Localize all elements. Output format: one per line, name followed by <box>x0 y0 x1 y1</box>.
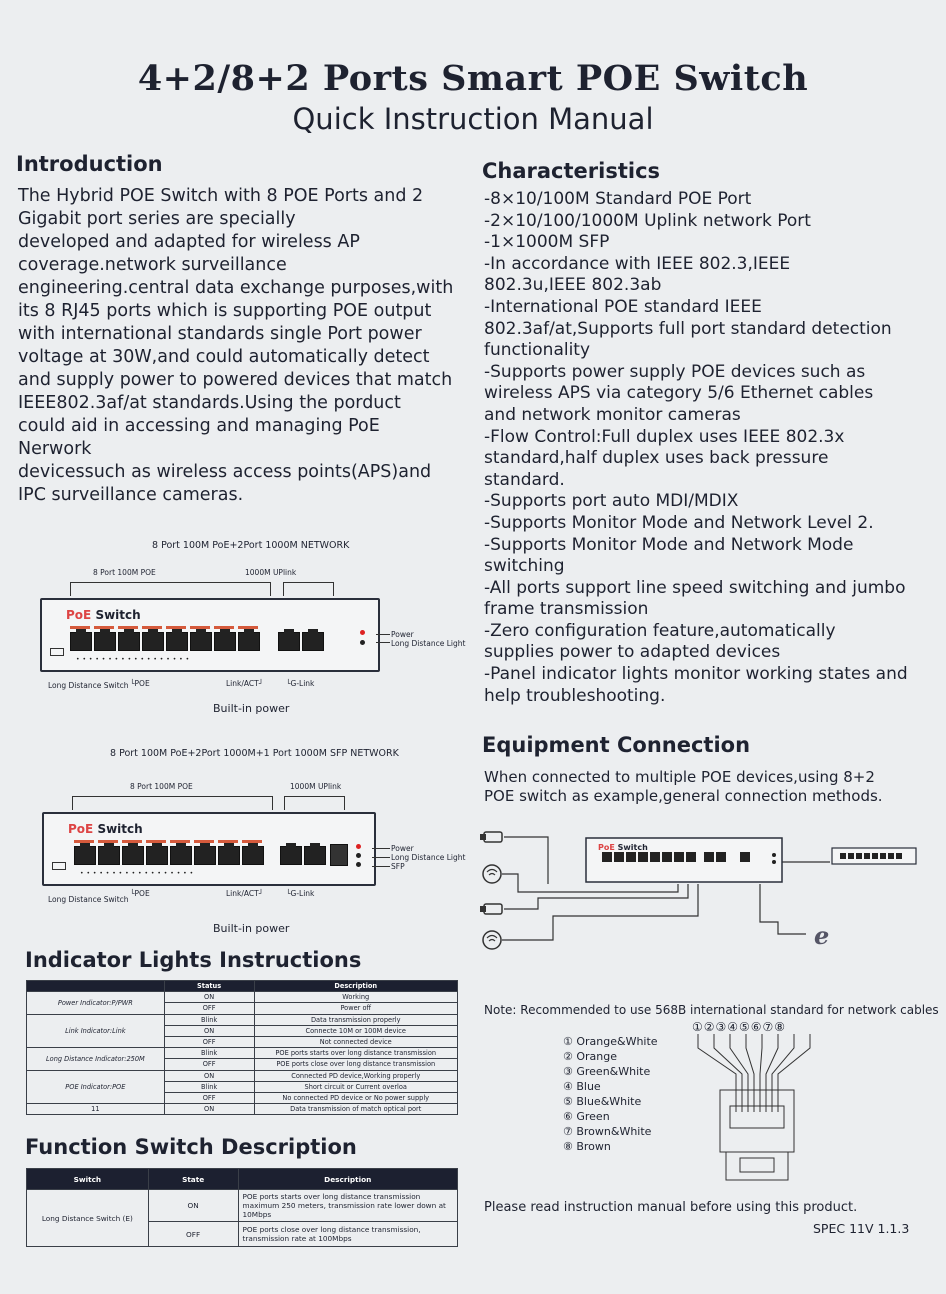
description-cell: No connected PD device or No power supply <box>254 1092 458 1103</box>
wire-color-item: ⑦ Brown&White <box>563 1125 652 1138</box>
table-header-cell: State <box>148 1169 238 1190</box>
rj45-connector-icon <box>690 1034 830 1184</box>
power-led <box>360 630 365 635</box>
description-cell: Short circuit or Current overloa <box>254 1081 458 1092</box>
long-distance-led <box>356 853 361 858</box>
rj45-port <box>118 632 140 651</box>
internet-icon: e <box>814 921 830 950</box>
intro-line: coverage.network surveillance <box>18 255 287 275</box>
wireless-ap-icon <box>483 865 501 883</box>
characteristic-item: -International POE standard IEEE <box>484 296 762 317</box>
status-cell: OFF <box>164 1059 254 1070</box>
characteristic-item: wireless APS via category 5/6 Ethernet cables <box>484 383 874 404</box>
long-distance-switch-toggle <box>50 648 64 656</box>
rj45-port <box>238 632 260 651</box>
table-header-row <box>27 981 458 992</box>
spec-label: SPEC 11V 1.1.3 <box>813 1221 910 1236</box>
characteristic-item: functionality <box>484 340 591 361</box>
status-cell: Blink <box>164 1048 254 1059</box>
rj45-port <box>214 632 236 651</box>
wire-color-item: ⑤ Blue&White <box>563 1095 642 1108</box>
indicator-name-cell: Power Indicator:P/PWR <box>27 992 165 1014</box>
link-act-label: Link/ACT┘ <box>226 889 264 898</box>
description-cell: POE ports close over long distance transmission, transmission rate at 100Mbps <box>238 1222 457 1247</box>
characteristic-item: standard,half duplex uses back pressure <box>484 448 829 469</box>
characteristic-item: -Supports power supply POE devices such as <box>484 361 866 382</box>
diagram1-uplink-label: 1000M UPlink <box>245 568 297 577</box>
rj45-port <box>70 632 92 651</box>
characteristic-item: switching <box>484 556 565 577</box>
camera-icon <box>480 904 502 914</box>
wire-color-item: ⑧ Brown <box>563 1140 611 1153</box>
description-cell: Data transmission of match optical port <box>254 1104 458 1115</box>
equipment-line: When connected to multiple POE devices,using 8+2 <box>484 768 875 786</box>
rj45-port <box>94 632 116 651</box>
read-manual-note: Please read instruction manual before using this product. <box>484 1200 858 1215</box>
bracket-line <box>70 582 71 596</box>
diagram2-caption: 8 Port 100M PoE+2Port 1000M+1 Port 1000M SFP NETWORK <box>110 748 399 759</box>
intro-line: could aid in accessing and managing PoE <box>18 416 380 436</box>
intro-line: Gigabit port series are specially <box>18 209 296 229</box>
function-switch-table <box>26 1168 458 1247</box>
power-label: Power <box>391 844 414 853</box>
bracket-line <box>333 582 334 596</box>
wire-color-item: ③ Green&White <box>563 1065 651 1078</box>
description-cell: POE ports starts over long distance transmission maximum 250 meters, transmission rate lower down at 10Mbps <box>238 1190 457 1222</box>
description-cell: Connecte 10M or 100M device <box>254 1025 458 1036</box>
switch-front-panel: PoE Switch • • • • • • • • • • • • • • • • • • <box>40 598 380 672</box>
diagram2-uplink-label: 1000M UPlink <box>290 782 342 791</box>
cable-standard-note: Note: Recommended to use 568B international standard for network cables <box>484 1003 939 1017</box>
state-cell: ON <box>148 1190 238 1222</box>
rj45-port <box>146 846 168 865</box>
rj45-port <box>218 846 240 865</box>
characteristic-item: standard. <box>484 469 565 490</box>
poe-label: └POE <box>130 679 150 688</box>
bracket-line <box>270 582 271 596</box>
characteristic-item: 802.3u,IEEE 802.3ab <box>484 275 662 296</box>
state-cell: OFF <box>148 1222 238 1247</box>
characteristic-item: -Flow Control:Full duplex uses IEEE 802.3x <box>484 426 845 447</box>
table-row <box>27 1070 458 1081</box>
description-cell: Power off <box>254 1003 458 1014</box>
diagram1-caption: 8 Port 100M PoE+2Port 1000M NETWORK <box>152 540 350 551</box>
wireless-ap-icon <box>483 931 501 949</box>
table-header-cell: Description <box>238 1169 457 1190</box>
intro-line: its 8 RJ45 ports which is supporting POE output <box>18 301 432 321</box>
status-cell: ON <box>164 992 254 1003</box>
wire-color-item: ① Orange&White <box>563 1035 658 1048</box>
rj45-port <box>166 632 188 651</box>
intro-line: IEEE802.3af/at standards.Using the porduct <box>18 393 401 413</box>
intro-line: The Hybrid POE Switch with 8 POE Ports and 2 <box>18 186 424 206</box>
introduction-heading: Introduction <box>16 152 163 176</box>
long-distance-light-label: Long Distance Light <box>391 853 466 862</box>
indicator-heading: Indicator Lights Instructions <box>25 948 362 972</box>
bracket-line <box>283 582 284 596</box>
connection-switch-brand: PoE Switch <box>598 843 648 852</box>
status-cell: OFF <box>164 1036 254 1047</box>
description-cell: POE ports starts over long distance transmission <box>254 1048 458 1059</box>
intro-line: Nerwork <box>18 439 92 459</box>
rj45-port <box>242 846 264 865</box>
characteristic-item: -Supports port auto MDI/MDIX <box>484 491 739 512</box>
status-cell: ON <box>164 1025 254 1036</box>
intro-line: developed and adapted for wireless AP <box>18 232 360 252</box>
table-header-cell <box>27 981 165 992</box>
wire-color-item: ⑥ Green <box>563 1110 610 1123</box>
connection-diagram <box>478 822 928 962</box>
indicator-name-cell: Link Indicator:Link <box>27 1014 165 1048</box>
switch-brand: PoE Switch <box>66 608 141 622</box>
indicator-table <box>26 980 458 1115</box>
description-cell: Data transmission properly <box>254 1014 458 1025</box>
characteristic-item: -Supports Monitor Mode and Network Level 2. <box>484 512 874 533</box>
sfp-port <box>330 844 348 866</box>
camera-icon <box>480 832 502 842</box>
characteristic-item: and network monitor cameras <box>484 404 741 425</box>
equipment-description <box>484 768 883 806</box>
long-distance-led <box>360 640 365 645</box>
intro-line: devicessuch as wireless access points(APS)and <box>18 462 432 482</box>
diagram1-poe-label: 8 Port 100M POE <box>93 568 156 577</box>
g-link-label: └G-Link <box>286 679 315 688</box>
table-row <box>27 992 458 1003</box>
uplink-port <box>278 632 300 651</box>
characteristic-item: -In accordance with IEEE 802.3,IEEE <box>484 253 791 274</box>
g-link-label: └G-Link <box>286 889 315 898</box>
equipment-line: POE switch as example,general connection methods. <box>484 787 883 805</box>
table-header-cell: Status <box>164 981 254 992</box>
built-in-power-label: Built-in power <box>213 702 290 715</box>
characteristics-heading: Characteristics <box>482 159 661 183</box>
rj45-port <box>98 846 120 865</box>
long-distance-switch-label: Long Distance Switch <box>48 681 129 690</box>
uplink-port <box>280 846 302 865</box>
characteristic-item: -1×1000M SFP <box>484 232 610 253</box>
characteristic-item: -Panel indicator lights monitor working states and <box>484 664 908 685</box>
intro-line: and supply power to powered devices that match <box>18 370 453 390</box>
characteristic-item: -2×10/100/1000M Uplink network Port <box>484 210 811 231</box>
rj45-port <box>122 846 144 865</box>
status-cell: Blink <box>164 1081 254 1092</box>
long-distance-switch-label: Long Distance Switch <box>48 895 129 904</box>
status-cell: OFF <box>164 1092 254 1103</box>
uplink-port <box>304 846 326 865</box>
rj45-port <box>194 846 216 865</box>
uplink-switch-icon <box>832 848 916 864</box>
sfp-label: SFP <box>391 862 405 871</box>
table-header-cell: Switch <box>27 1169 149 1190</box>
page-subtitle: Quick Instruction Manual <box>292 102 654 136</box>
characteristic-item: help troubleshooting. <box>484 685 666 706</box>
bracket-line <box>283 582 333 583</box>
power-label: Power <box>391 630 414 639</box>
characteristic-item: 802.3af/at,Supports full port standard detection <box>484 318 892 339</box>
link-act-label: Link/ACT┘ <box>226 679 264 688</box>
wire-color-item: ② Orange <box>563 1050 618 1063</box>
table-row <box>27 1104 458 1115</box>
pin-numbers: ①②③④⑤⑥⑦⑧ <box>692 1020 787 1034</box>
page-title: 4+2/8+2 Ports Smart POE Switch <box>137 58 809 99</box>
table-row <box>27 1190 458 1222</box>
switch-brand: PoE Switch <box>68 822 143 836</box>
uplink-port <box>302 632 324 651</box>
equipment-heading: Equipment Connection <box>482 733 751 757</box>
switch-name-cell: Long Distance Switch (E) <box>27 1190 149 1247</box>
switch-front-panel-sfp: PoE Switch • • • • • • • • • • • • • • • • • • <box>42 812 376 886</box>
intro-line: with international standards single Port power <box>18 324 422 344</box>
table-header-cell: Description <box>254 981 458 992</box>
rj45-port <box>170 846 192 865</box>
diagram2-poe-label: 8 Port 100M POE <box>130 782 193 791</box>
status-cell: ON <box>164 1070 254 1081</box>
characteristic-item: -8×10/100M Standard POE Port <box>484 189 752 209</box>
table-header-row <box>27 1169 458 1190</box>
table-row <box>27 1048 458 1059</box>
description-cell: POE ports close over long distance transmission <box>254 1059 458 1070</box>
intro-line: engineering.central data exchange purposes,with <box>18 278 454 298</box>
status-cell: Blink <box>164 1014 254 1025</box>
function-switch-heading: Function Switch Description <box>25 1135 357 1159</box>
status-cell: OFF <box>164 1003 254 1014</box>
characteristics-list <box>484 189 908 707</box>
characteristic-item: frame transmission <box>484 599 649 620</box>
description-cell: Connected PD device,Working properly <box>254 1070 458 1081</box>
long-distance-switch-toggle <box>52 862 66 870</box>
characteristic-item: -All ports support line speed switching and jumbo <box>484 577 906 598</box>
rj45-port <box>74 846 96 865</box>
intro-line: IPC surveillance cameras. <box>18 485 244 505</box>
poe-label: └POE <box>130 889 150 898</box>
characteristic-item: -Zero configuration feature,automatically <box>484 620 836 641</box>
indicator-name-cell: 11 <box>27 1104 165 1115</box>
sfp-led <box>356 862 361 867</box>
description-cell: Working <box>254 992 458 1003</box>
wire-color-item: ④ Blue <box>563 1080 601 1093</box>
intro-line: voltage at 30W,and could automatically detect <box>18 347 430 367</box>
built-in-power-label: Built-in power <box>213 922 290 935</box>
characteristic-item: -Supports Monitor Mode and Network Mode <box>484 534 854 555</box>
indicator-name-cell: POE Indicator:POE <box>27 1070 165 1104</box>
indicator-name-cell: Long Distance Indicator:250M <box>27 1048 165 1070</box>
bracket-line <box>70 582 270 583</box>
rj45-port <box>142 632 164 651</box>
status-cell: ON <box>164 1104 254 1115</box>
long-distance-light-label: Long Distance Light <box>391 639 466 648</box>
description-cell: Not connected device <box>254 1036 458 1047</box>
characteristic-item: supplies power to adapted devices <box>484 642 781 663</box>
introduction-text <box>18 185 453 507</box>
table-row <box>27 1014 458 1025</box>
wire-color-list <box>563 1034 658 1154</box>
power-led <box>356 844 361 849</box>
rj45-port <box>190 632 212 651</box>
